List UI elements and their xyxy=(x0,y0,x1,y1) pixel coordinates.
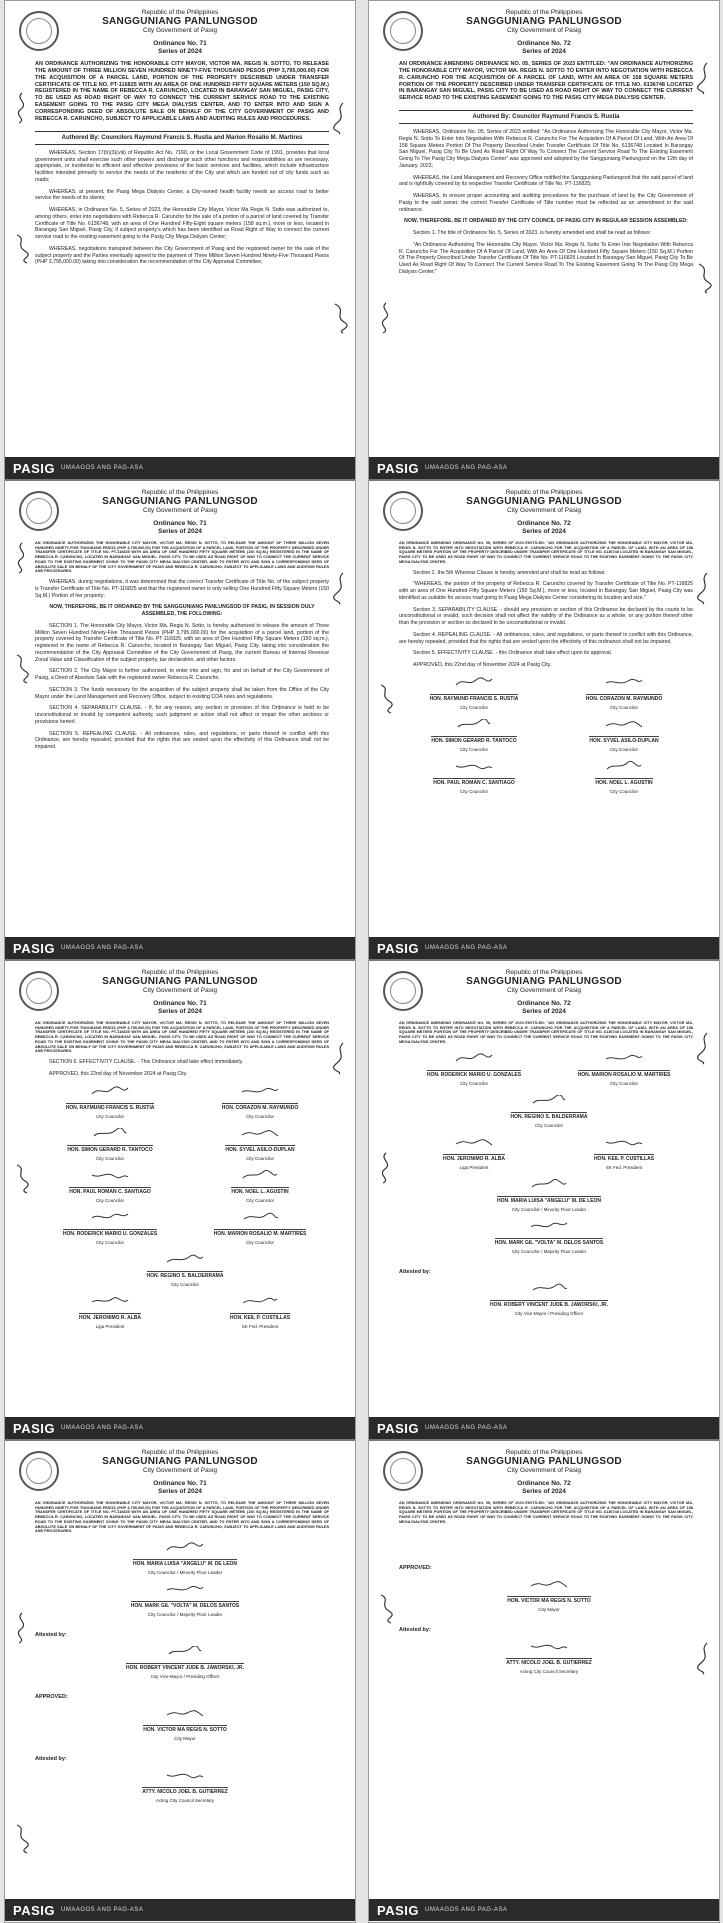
handwritten-signature-icon xyxy=(549,1053,699,1063)
margin-signature-icon xyxy=(695,1031,713,1065)
signatory-position: SK Fed. President xyxy=(241,1323,279,1329)
signatory-position: City Vice-Mayor / Presiding Officer xyxy=(514,1310,584,1316)
signature-block xyxy=(35,1646,335,1679)
handwritten-signature-icon xyxy=(399,1179,699,1189)
pasig-logo: PASIG xyxy=(377,460,419,476)
signatory-position: City Vice-Mayor / Presiding Officer xyxy=(150,1674,220,1680)
councilor-signatures xyxy=(35,1542,335,1626)
margin-signature-icon xyxy=(13,231,31,265)
handwritten-signature-icon xyxy=(35,1170,185,1180)
signature-block xyxy=(185,1296,335,1329)
attestation-signature xyxy=(399,1283,699,1325)
margin-signature-icon xyxy=(377,1151,395,1185)
signature-block xyxy=(35,1128,185,1161)
section-6: SECTION 6. EFFECTIVITY CLAUSE. - This Ordinance shall take effect immediately. xyxy=(49,1059,244,1066)
approved-label: APPROVED: xyxy=(35,1694,68,1701)
attestation-signature xyxy=(35,1646,335,1688)
pasig-logo: PASIG xyxy=(13,940,55,956)
city-seal-icon xyxy=(383,1451,423,1491)
handwritten-signature-icon xyxy=(549,719,699,729)
signatory-position: City Mayor xyxy=(174,1736,196,1742)
ordinance-72-page-1 xyxy=(369,1,719,481)
republic-line: Republic of the Philippines xyxy=(505,9,583,16)
signature-block xyxy=(35,1584,335,1617)
signature-block xyxy=(549,677,699,710)
margin-signature-icon xyxy=(695,571,713,605)
city-government-line: City Government of Pasig xyxy=(506,27,582,35)
whereas-clause: WHEREAS, Ordinance No. 05, Series of 2023 entitled: "An Ordinance Authorizing The Honorable City Mayor, Victor Ma. Regis N. Sotto To Enter Into Negotiation With Rebecca R. Caruncho For The Acquisition Of A Parcel Of Land, With An Area Of 158 Square Meters Portion Of The Property Described Under Transfer Certificate Of Title No. 6136748 Located In Barangay San Miguel, Pasig City To Be Used As Road Right Of Way To Connect The Current Service Road To The Existing Easement Going To The Pasig City Mega Dialysis Center" was approved and adopted by the Sangguniang Panlungsod on the 12th day of January, 2023; xyxy=(399,129,693,169)
council-name: SANGGUNIANG PANLUNGSOD xyxy=(466,976,622,988)
handwritten-signature-icon xyxy=(399,1053,549,1063)
signatory-name: HON. SIMON GERARD R. TANTOCO xyxy=(67,1146,153,1153)
signature-block xyxy=(35,1212,185,1245)
council-name: SANGGUNIANG PANLUNGSOD xyxy=(466,496,622,508)
handwritten-signature-icon xyxy=(35,1254,335,1264)
signatory-name: HON. ROBERT VINCENT JUDE B. JAWORSKI, JR. xyxy=(489,1301,609,1308)
ordinance-number xyxy=(369,40,719,56)
signature-block xyxy=(35,1708,335,1741)
section-5: SECTION 5. REPEALING CLAUSE. - All ordinances, rules, and regulations, or parts thereof in conflict with this Ordinance, are hereby repealed, provided that the rights that are vested upon the effectivity of this Ordinance shall not be impaired. xyxy=(35,730,329,751)
signatory-name: HON. CORAZON M. RAYMUNDO xyxy=(221,1104,299,1111)
signatory-name: HON. RAYMUND FRANCIS S. RUSTIA xyxy=(65,1104,155,1111)
approved-date: APPROVED, this 22nd day of November 2024 at Pasig City. xyxy=(413,662,552,669)
signature-block xyxy=(35,1770,335,1803)
handwritten-signature-icon xyxy=(399,1579,699,1589)
signatory-name: HON. MARK GIL "VOLTA" M. DELOS SANTOS xyxy=(494,1239,604,1246)
signature-block xyxy=(399,1641,699,1674)
ordinance-number xyxy=(369,1000,719,1016)
signature-block xyxy=(399,1179,699,1212)
signatory-name: HON. VICTOR MA REGIS N. SOTTO xyxy=(143,1727,227,1734)
council-name: SANGGUNIANG PANLUNGSOD xyxy=(102,496,258,508)
ordinance-number-text: Ordinance No. 72 xyxy=(517,40,571,48)
councilor-signatures xyxy=(35,1086,335,1338)
whereas-clauses xyxy=(399,129,693,276)
signatory-name: HON. RAYMUND FRANCIS S. RUSTIA xyxy=(429,695,519,702)
series-text: Series of 2024 xyxy=(158,528,202,536)
series-text: Series of 2024 xyxy=(158,48,202,56)
approved-label: APPROVED: xyxy=(399,1564,432,1571)
margin-signature-icon xyxy=(331,571,349,605)
signature-block xyxy=(35,1296,185,1329)
city-government-line: City Government of Pasig xyxy=(506,507,582,515)
ordinance-number xyxy=(5,1480,355,1496)
ordinance-72-page-2 xyxy=(369,481,719,961)
whereas-clause: WHEREAS, in Ordinance No. 5, Series of 2023, the Honorable City Mayor, Victor Ma Regis N. Sotto was authorized to, among others, enter into negotiations with Rebecca R. Caruncho for the sale of a portion of a parcel of land covered by Transfer Certificate of Title No. 6136748, with an area of One Hundred Fifty-Eight square meters (158 sq.m.), more or less, located in Barangay San Miguel, Pasig City, if subject property's which has been identified as Road Right of Way to connect the current service road to the existing easement going to the Pasig City Mega Dialysis Center; xyxy=(35,207,329,240)
amended-title: "An Ordinance Authorizing The Honorable City Mayor, Victor Ma. Regis N. Sotto To Enter Into Negotiation With Rebecca R. Caruncho For The Acquisition Of A Parcel Of Land, With An Area Of One Hundred Fifty Square Meters (150 Sq.M.) Portion Of The Property Described Under Transfer Certificate Of Title No. PT-116825 Located In Barangay San Miguel, Pasig City To Be Used As Road Right Of Way To Connect The Current Service Road To The Existing Easement Going To The Pasig City Mega Dialysis Center." xyxy=(399,241,693,275)
council-name: SANGGUNIANG PANLUNGSOD xyxy=(466,1456,622,1468)
authored-by: Authored By: Councilors Raymund Francis S. Rustia and Marion Rosalio M. Martires xyxy=(35,131,329,145)
ordaining-clause: NOW, THEREFORE, BE IT ORDAINED BY THE CITY COUNCIL OF PASIG CITY IN REGULAR SESSION ASSEMBLED: xyxy=(404,218,688,225)
mayor-signature xyxy=(399,1579,699,1621)
handwritten-signature-icon xyxy=(399,1095,699,1105)
margin-signature-icon xyxy=(13,651,31,685)
ordinance-71-column xyxy=(4,0,356,1923)
handwritten-signature-icon xyxy=(185,1296,335,1306)
signature-block xyxy=(399,1095,699,1128)
signatory-position: Liga President xyxy=(459,1164,489,1170)
margin-signature-icon xyxy=(377,301,395,335)
signatory-name: HON. NOEL L. AGUSTIN xyxy=(231,1188,289,1195)
signatory-position: City Councilor / Majority Floor Leader xyxy=(147,1612,223,1618)
ordinance-title-repeat: AN ORDINANCE AUTHORIZING THE HONORABLE CITY MAYOR, VICTOR MA. REGIS N. SOTTO, TO RELEASE THE AMOUNT OF THREE MILLION SEVEN HUNDRED NINETY-FIVE THOUSAND PESOS (PHP 3,795,000.00) FOR THE ACQUISITION OF A PARCEL LAND, PORTION OF THE PROPERTY DESCRIBED UNDER TRANSFER CERTIFICATE OF TITLE NO. PT-116825 WITH AN AREA OF ONE HUNDRED FIFTY SQUARE METERS (150 SQ.M.) REGISTERED IN THE NAME OF REBECCA R. CARUNCHO, LOCATED IN BARANGAY SAN MIGUEL, PASIG CITY, TO BE USED AS ROAD RIGHT OF WAY TO CONNECT THE CURRENT SERVICE ROAD TO THE EXISTING EASEMENT GOING TO THE PASIG CITY MEGA DIALYSIS CENTER, AND TO ENTER INTO AND SIGN A CORRESPONDING DEED OF ABSOLUTE SALE ON BEHALF OF THE CITY GOVERNMENT OF PASIG AND REBECCA R. CARUNCHO, SUBJECT TO APPLICABLE LAWS AND AUDITING RULES AND PROCEDURES. xyxy=(35,1020,329,1054)
footer-tagline: UMAAGOS ANG PAG-ASA xyxy=(425,1425,508,1431)
handwritten-signature-icon xyxy=(35,1128,185,1138)
ordinance-title-repeat: AN ORDINANCE AMENDING ORDINANCE NO. 05, SERIES OF 2023 ENTITLED: "AN ORDINANCE AUTHORIZING THE HONORABLE CITY MAYOR, VICTOR MA. REGIS N. SOTTO TO ENTER INTO NEGOTIATION WITH REBECCA R. CARUNCHO FOR THE ACQUISITION OF A PARCEL OF LAND, WITH AN AREA OF 158 SQUARE METERS PORTION OF THE PROPERTY DESCRIBED UNDER TRANSFER CERTIFICATE OF TITLE NO. 6136748 LOCATED IN BARANGAY SAN MIGUEL, PASIG CITY TO BE USED AS ROAD RIGHT OF WAY TO CONNECT THE CURRENT SERVICE ROAD TO THE EXISTING EASEMENT GOING TO THE PASIG CITY MEGA DIALYSIS CENTER. xyxy=(399,1500,693,1524)
section-2: Section 2. the 5th Whereas Clause is hereby amended and shall be read as follows: xyxy=(413,569,606,576)
ordinance-71-page-2 xyxy=(5,481,355,961)
signatory-name: HON. MARION ROSALIO M. MARTIRES xyxy=(577,1071,671,1078)
ordinance-number-text: Ordinance No. 71 xyxy=(153,1480,207,1488)
signatory-position: City Councilor xyxy=(170,1281,199,1287)
page-footer xyxy=(369,1417,719,1439)
signatory-name: HON. MARION ROSALIO M. MARTIRES xyxy=(213,1230,307,1237)
signatory-name: HON. SYVEL ASILO-DUPLAN xyxy=(225,1146,295,1153)
pasig-logo: PASIG xyxy=(377,1420,419,1436)
signatory-position: City Mayor xyxy=(538,1606,560,1612)
attested-by-label: Attested by: xyxy=(399,1268,431,1275)
signatory-position: City Councilor xyxy=(459,704,488,710)
margin-signature-icon xyxy=(13,1161,31,1195)
section-1: SECTION 1. The Honorable City Mayor, Victor Ma. Regis N. Sotto, is hereby authorized to release the amount of Three Million Seven Hundred Ninety-Five Thousand Pesos (PHP 3,795,000.00) for the acquisition of a parcel land, portion of the property covered by Transfer Certificate of Title No. PT-116825, with an area of One Hundred Fifty Square Meters (150 sq.m.), registered in the name of Rebecca R. Caruncho, located in Barangay San Miguel, Pasig City, taking into consideration the recommendation of the City Appraisal Committee of the City Government of Pasig, the current Bureau of Internal Revenue Zonal Value and Classification of the subject property, tax declaration, and other factors. xyxy=(35,622,329,663)
signatory-name: HON. SIMON GERARD R. TANTOCO xyxy=(431,737,517,744)
ordinance-number xyxy=(5,1000,355,1016)
signatory-position: City Councilor / Minority Floor Leader xyxy=(511,1206,587,1212)
footer-tagline: UMAAGOS ANG PAG-ASA xyxy=(61,1907,144,1913)
ordaining-clause: NOW, THEREFORE, BE IT ORDAINED BY THE SANGGUNIANG PANLUNGSOD OF PASIG, IN SESSION DULY ASSEMBLED, THE FOLLOWING: xyxy=(49,604,315,618)
council-name: SANGGUNIANG PANLUNGSOD xyxy=(102,16,258,28)
signatory-position: City Councilor / Majority Floor Leader xyxy=(511,1248,587,1254)
margin-signature-icon xyxy=(695,61,713,95)
republic-line: Republic of the Philippines xyxy=(505,969,583,976)
signatory-position: City Councilor xyxy=(459,788,488,794)
signature-block xyxy=(549,761,699,794)
series-text: Series of 2024 xyxy=(522,528,566,536)
margin-signature-icon xyxy=(331,101,349,135)
handwritten-signature-icon xyxy=(35,1646,335,1656)
signatory-name: HON. MARIA LUISA "ANGELU" M. DE LEON xyxy=(132,1561,238,1568)
signature-block xyxy=(399,1053,549,1086)
section-5: Section 5. EFFECTIVITY CLAUSE. - this Ordinance shall take effect upon its approval. xyxy=(413,650,613,657)
ordinance-number-text: Ordinance No. 72 xyxy=(517,1000,571,1008)
signatory-position: City Councilor xyxy=(245,1113,274,1119)
ordinance-72-page-4 xyxy=(369,1441,719,1921)
series-text: Series of 2024 xyxy=(522,48,566,56)
margin-signature-icon xyxy=(331,1041,349,1075)
signatory-name: HON. VICTOR MA REGIS N. SOTTO xyxy=(507,1597,591,1604)
signatory-name: HON. KEIL P. CUSTILLAS xyxy=(229,1314,291,1321)
whereas-clause: WHEREAS, the Land Management and Recovery Office notified the Sangguniang Panlungsod that the said parcel of land and is rightfully covered by its respective Transfer Certificate of Title No. PT-116825; xyxy=(399,174,693,188)
whereas-clause: WHEREAS, negotiations transpired between the City Government of Pasig and the registered owner for the sale of the subject property and the Parties eventually agreed to the payment of Three Million Seven Hundred Ninety-Five Thousand Pesos (PHP 3,795,000.00) taking into consideration the recommendation of the City Appraisal Committee; xyxy=(35,245,329,266)
signature-block xyxy=(399,1283,699,1316)
page-footer xyxy=(5,1417,355,1439)
handwritten-signature-icon xyxy=(549,761,699,771)
handwritten-signature-icon xyxy=(549,677,699,687)
pasig-logo: PASIG xyxy=(377,1902,419,1918)
council-name: SANGGUNIANG PANLUNGSOD xyxy=(102,976,258,988)
footer-tagline: UMAAGOS ANG PAG-ASA xyxy=(61,1425,144,1431)
ordinance-number xyxy=(5,40,355,56)
handwritten-signature-icon xyxy=(399,719,549,729)
signature-block xyxy=(399,761,549,794)
signatory-name: HON. PAUL ROMAN C. SANTIAGO xyxy=(433,779,515,786)
signatory-name: HON. PAUL ROMAN C. SANTIAGO xyxy=(69,1188,151,1195)
signatory-name: HON. NOEL L. AGUSTIN xyxy=(595,779,653,786)
city-government-line: City Government of Pasig xyxy=(142,1467,218,1475)
ordinance-number-text: Ordinance No. 72 xyxy=(517,520,571,528)
handwritten-signature-icon xyxy=(185,1212,335,1222)
city-government-line: City Government of Pasig xyxy=(142,507,218,515)
signatory-name: HON. ROBERT VINCENT JUDE B. JAWORSKI, JR. xyxy=(125,1665,245,1672)
mayor-signature xyxy=(35,1708,335,1750)
signatory-position: Acting City Council Secretary xyxy=(519,1668,579,1674)
page-footer xyxy=(5,457,355,479)
pasig-logo: PASIG xyxy=(13,1420,55,1436)
city-seal-icon xyxy=(383,971,423,1011)
signatory-position: City Councilor xyxy=(609,788,638,794)
footer-tagline: UMAAGOS ANG PAG-ASA xyxy=(61,945,144,951)
handwritten-signature-icon xyxy=(185,1170,335,1180)
republic-line: Republic of the Philippines xyxy=(505,1449,583,1456)
signatory-position: City Councilor xyxy=(95,1155,124,1161)
signatory-name: HON. JERONIMO R. ALBA xyxy=(442,1155,506,1162)
pasig-logo: PASIG xyxy=(13,460,55,476)
pasig-logo: PASIG xyxy=(377,940,419,956)
whereas-clause: WHEREAS, during negotiations, it was determined that the correct Transfer Certificate of Title No. of the subject property is Transfer Certificate of Title No. PT-116825 and that the registered owner is only selling One Hundred Fifty Square Meters (150 Sq.M.) Portion of her property; xyxy=(35,579,330,599)
series-text: Series of 2024 xyxy=(522,1008,566,1016)
attested-by-label: Attested by: xyxy=(399,1626,431,1633)
margin-signature-icon xyxy=(13,1821,31,1855)
signatory-position: Acting City Council Secretary xyxy=(155,1798,215,1804)
signatory-name: HON. REGINO S. BALDERRAMA xyxy=(510,1113,588,1120)
city-seal-icon xyxy=(19,11,59,51)
handwritten-signature-icon xyxy=(185,1086,335,1096)
city-government-line: City Government of Pasig xyxy=(506,987,582,995)
signatory-position: City Councilor xyxy=(245,1239,274,1245)
signature-block xyxy=(185,1086,335,1119)
handwritten-signature-icon xyxy=(399,1137,549,1147)
margin-signature-icon xyxy=(13,91,31,125)
section-3: SECTION 3. The funds necessary for the acquisition of the subject property shall be taken from the Office of the City Mayor under the Land Management and Recovery Office, subject to existing COA rules and regulations. xyxy=(35,686,329,700)
city-seal-icon xyxy=(19,1451,59,1491)
signature-block xyxy=(399,1221,699,1254)
ordinance-71-page-1 xyxy=(5,1,355,481)
ordinance-sections xyxy=(35,579,329,751)
ordinance-71-page-3 xyxy=(5,961,355,1441)
signatory-position: City Councilor xyxy=(609,746,638,752)
signature-block xyxy=(35,1086,185,1119)
section-4: Section 4. REPEALING CLAUSE. - All ordinances, rules, and regulations, or parts thereof in conflict with this Ordinance, are hereby repealed, provided that the rights that are vested upon the effectivity of this ordinance shall not be impaired. xyxy=(399,631,693,645)
margin-signature-icon xyxy=(695,261,713,295)
signature-block xyxy=(399,1137,549,1170)
signature-block xyxy=(35,1170,185,1203)
republic-line: Republic of the Philippines xyxy=(141,1449,219,1456)
handwritten-signature-icon xyxy=(399,761,549,771)
effectivity-section xyxy=(35,1059,329,1078)
page-footer xyxy=(5,937,355,959)
authored-by: Authored By: Councilor Raymund Francis S. Rustia xyxy=(399,110,693,124)
attested-by-label: Attested by: xyxy=(35,1756,67,1763)
ordinance-71-page-4 xyxy=(5,1441,355,1921)
ordinance-title-repeat: AN ORDINANCE AUTHORIZING THE HONORABLE CITY MAYOR, VICTOR MA. REGIS N. SOTTO, TO RELEASE THE AMOUNT OF THREE MILLION SEVEN HUNDRED NINETY-FIVE THOUSAND PESOS (PHP 3,795,000.00) FOR THE ACQUISITION OF A PARCEL LAND, PORTION OF THE PROPERTY DESCRIBED UNDER TRANSFER CERTIFICATE OF TITLE NO. PT-116825 WITH AN AREA OF ONE HUNDRED FIFTY SQUARE METERS (150 SQ.M.) REGISTERED IN THE NAME OF REBECCA R. CARUNCHO, LOCATED IN BARANGAY SAN MIGUEL, PASIG CITY, TO BE USED AS ROAD RIGHT OF WAY TO CONNECT THE CURRENT SERVICE ROAD TO THE EXISTING EASEMENT GOING TO THE PASIG CITY MEGA DIALYSIS CENTER, AND TO ENTER INTO AND SIGN A CORRESPONDING DEED OF ABSOLUTE SALE ON BEHALF OF THE CITY GOVERNMENT OF PASIG AND REBECCA R. CARUNCHO, SUBJECT TO APPLICABLE LAWS AND AUDITING RULES AND PROCEDURES. xyxy=(35,1500,329,1534)
ordinance-number-text: Ordinance No. 71 xyxy=(153,520,207,528)
attested-by-label: Attested by: xyxy=(35,1632,67,1639)
footer-tagline: UMAAGOS ANG PAG-ASA xyxy=(425,465,508,471)
handwritten-signature-icon xyxy=(35,1086,185,1096)
series-text: Series of 2024 xyxy=(158,1008,202,1016)
signatory-position: City Councilor xyxy=(245,1155,274,1161)
city-seal-icon xyxy=(19,971,59,1011)
signatory-name: HON. RODERICK MARIO U. GONZALES xyxy=(426,1071,522,1078)
handwritten-signature-icon xyxy=(399,1641,699,1651)
ordinance-number xyxy=(369,1480,719,1496)
whereas-clauses xyxy=(35,150,329,266)
handwritten-signature-icon xyxy=(399,1221,699,1231)
signature-block xyxy=(399,677,549,710)
ordinance-number-text: Ordinance No. 71 xyxy=(153,40,207,48)
ordinance-title-repeat: AN ORDINANCE AUTHORIZING THE HONORABLE CITY MAYOR, VICTOR MA. REGIS N. SOTTO, TO RELEASE THE AMOUNT OF THREE MILLION SEVEN HUNDRED NINETY-FIVE THOUSAND PESOS (PHP 3,795,000.00) FOR THE ACQUISITION OF A PARCEL LAND, PORTION OF THE PROPERTY DESCRIBED UNDER TRANSFER CERTIFICATE OF TITLE NO. PT-116825 WITH AN AREA OF ONE HUNDRED FIFTY SQUARE METERS (150 SQ.M.) REGISTERED IN THE NAME OF REBECCA R. CARUNCHO, LOCATED IN BARANGAY SAN MIGUEL, PASIG CITY, TO BE USED AS ROAD RIGHT OF WAY TO CONNECT THE CURRENT SERVICE ROAD TO THE EXISTING EASEMENT GOING TO THE PASIG CITY MEGA DIALYSIS CENTER, AND TO ENTER INTO AND SIGN A CORRESPONDING DEED OF ABSOLUTE SALE ON BEHALF OF THE CITY GOVERNMENT OF PASIG AND REBECCA R. CARUNCHO, SUBJECT TO APPLICABLE LAWS AND AUDITING RULES AND PROCEDURES. xyxy=(35,540,329,574)
signature-block xyxy=(185,1212,335,1245)
signatory-name: HON. REGINO S. BALDERRAMA xyxy=(146,1272,224,1279)
ordinance-72-page-3 xyxy=(369,961,719,1441)
page-footer xyxy=(5,1899,355,1921)
page-footer xyxy=(369,1899,719,1921)
ordinance-title: AN ORDINANCE AUTHORIZING THE HONORABLE CITY MAYOR, VICTOR MA. REGIS N. SOTTO, TO RELEASE THE AMOUNT OF THREE MILLION SEVEN HUNDRED NINETY-FIVE THOUSAND PESOS (PHP 3,795,000.00) FOR THE ACQUISITION OF A PARCEL LAND, PORTION OF THE PROPERTY DESCRIBED UNDER TRANSFER CERTIFICATE OF TITLE NO. PT-116825 WITH AN AREA OF ONE HUNDRED FIFTY SQUARE METERS (150 SQ.M.) REGISTERED IN THE NAME OF REBECCA R. CARUNCHO, LOCATED IN BARANGAY SAN MIGUEL, PASIG CITY, TO BE USED AS ROAD RIGHT OF WAY TO CONNECT THE CURRENT SERVICE ROAD TO THE EXISTING EASEMENT GOING TO THE PASIG CITY MEGA DIALYSIS CENTER, AND TO ENTER INTO AND SIGN A CORRESPONDING DEED OF ABSOLUTE SALE ON BEHALF OF THE CITY GOVERNMENT OF PASIG AND REBECCA R. CARUNCHO, SUBJECT TO APPLICABLE LAWS AND AUDITING RULES AND PROCEDURES. xyxy=(35,60,329,122)
ordinance-number xyxy=(5,520,355,536)
handwritten-signature-icon xyxy=(35,1584,335,1594)
republic-line: Republic of the Philippines xyxy=(141,489,219,496)
signatory-position: City Councilor xyxy=(95,1239,124,1245)
signature-block xyxy=(399,1579,699,1612)
city-government-line: City Government of Pasig xyxy=(142,987,218,995)
section-2: SECTION 2. The City Mayor is further authorized, to enter into and sign, for and on behalf of the City Government of Pasig, a Deed of Absolute Sale with the registered owner Rebecca R. Caruncho. xyxy=(35,668,329,682)
handwritten-signature-icon xyxy=(35,1296,185,1306)
city-seal-icon xyxy=(383,11,423,51)
footer-tagline: UMAAGOS ANG PAG-ASA xyxy=(425,1907,508,1913)
signatory-position: City Councilor xyxy=(459,1080,488,1086)
councilor-signatures xyxy=(399,1053,699,1263)
signature-block xyxy=(185,1170,335,1203)
ordinance-title: AN ORDINANCE AMENDING ORDINANCE NO. 05, SERIES OF 2023 ENTITLED: "AN ORDINANCE AUTHORIZING THE HONORABLE CITY MAYOR, VICTOR MA. REGIS N. SOTTO TO ENTER INTO NEGOTIATION WITH REBECCA R. CARUNCHO FOR THE ACQUISITION OF A PARCEL OF LAND, WITH AN AREA OF 158 SQUARE METERS PORTION OF THE PROPERTY DESCRIBED UNDER TRANSFER CERTIFICATE OF TITLE NO. 6136748 LOCATED IN BARANGAY SAN MIGUEL, PASIG CITY TO BE USED AS ROAD RIGHT OF WAY TO CONNECT THE CURRENT SERVICE ROAD TO THE EXISTING EASEMENT GOING TO THE PASIG CITY MEGA DIALYSIS CENTER. xyxy=(399,60,693,102)
handwritten-signature-icon xyxy=(35,1770,335,1780)
handwritten-signature-icon xyxy=(185,1128,335,1138)
signatory-name: ATTY. NICOLO JOEL B. GUTIERREZ xyxy=(506,1659,592,1666)
whereas-clause: WHEREAS, to ensure proper accounting and auditing procedures for the purchase of land by the City Government of Pasig to the said owner, the correct Transfer Certificate of Title number must be reflected as an amendment in the said ordinance. xyxy=(399,193,693,213)
series-text: Series of 2024 xyxy=(522,1488,566,1496)
margin-signature-icon xyxy=(13,541,31,575)
signatory-name: HON. MARIA LUISA "ANGELU" M. DE LEON xyxy=(496,1197,602,1204)
signatory-position: City Councilor xyxy=(609,1080,638,1086)
whereas-clause: WHEREAS, at present, the Pasig Mega Dialysis Center, a City-owned health facility needs an access road to better service the needs of its clients; xyxy=(35,188,329,202)
council-name: SANGGUNIANG PANLUNGSOD xyxy=(466,16,622,28)
handwritten-signature-icon xyxy=(549,1137,699,1147)
margin-signature-icon xyxy=(331,301,349,335)
signatory-position: City Councilor xyxy=(245,1197,274,1203)
signatory-position: City Councilor / Minority Floor Leader xyxy=(147,1570,223,1576)
signatory-name: ATTY. NICOLO JOEL B. GUTIERREZ xyxy=(142,1789,228,1796)
page-footer xyxy=(369,457,719,479)
margin-signature-icon xyxy=(377,1591,395,1625)
signature-block xyxy=(35,1542,335,1575)
section-3: Section 3. SEPARABILITY CLAUSE. - should any provision or section of this Ordinance be declared by the courts to be unconstitutional or invalid, such decision shall not affect the validity of the Ordinance as a whole, or any portion thereof other than the provision or section so declared to be unconstitutional or invalid. xyxy=(399,606,693,627)
secretary-signature xyxy=(399,1641,699,1683)
whereas-clause: WHEREAS, Section 17(b)(3)(viii) of Republic Act No. 7160, or the Local Government Code of 1991, provides that local government units shall exercise such other powers and discharge such other functions and responsibilities as are necessary, appropriate, or incidental to efficient and effective provisions of the basic services and facilities, which include infrastructure facilities intended primarily to service the needs of the residents of the City and which are funded out of city funds such as roads; xyxy=(35,149,329,183)
city-seal-icon xyxy=(383,491,423,531)
signature-block xyxy=(399,719,549,752)
signatory-position: Liga President xyxy=(95,1323,125,1329)
secretary-signature xyxy=(35,1770,335,1812)
section-1: Section 1. The title of Ordinance No. 5, Series of 2023, is hereby amended and shall be read as follows: xyxy=(413,230,652,237)
signature-block xyxy=(185,1128,335,1161)
signatory-position: City Councilor xyxy=(459,746,488,752)
signature-block xyxy=(549,1137,699,1170)
ordinance-title-repeat: AN ORDINANCE AMENDING ORDINANCE NO. 05, SERIES OF 2023 ENTITLED: "AN ORDINANCE AUTHORIZING THE HONORABLE CITY MAYOR, VICTOR MA. REGIS N. SOTTO TO ENTER INTO NEGOTIATION WITH REBECCA R. CARUNCHO FOR THE ACQUISITION OF A PARCEL OF LAND, WITH AN AREA OF 158 SQUARE METERS PORTION OF THE PROPERTY DESCRIBED UNDER TRANSFER CERTIFICATE OF TITLE NO. 6136748 LOCATED IN BARANGAY SAN MIGUEL, PASIG CITY TO BE USED AS ROAD RIGHT OF WAY TO CONNECT THE CURRENT SERVICE ROAD TO THE EXISTING EASEMENT GOING TO THE PASIG CITY MEGA DIALYSIS CENTER. xyxy=(399,1020,693,1044)
signatory-name: HON. MARK GIL "VOLTA" M. DELOS SANTOS xyxy=(130,1603,240,1610)
signatory-name: HON. SYVEL ASILO-DUPLAN xyxy=(589,737,659,744)
signatory-position: City Councilor xyxy=(95,1197,124,1203)
city-government-line: City Government of Pasig xyxy=(142,27,218,35)
handwritten-signature-icon xyxy=(35,1708,335,1718)
republic-line: Republic of the Philippines xyxy=(141,9,219,16)
handwritten-signature-icon xyxy=(35,1542,335,1552)
republic-line: Republic of the Philippines xyxy=(505,489,583,496)
signature-block xyxy=(35,1254,335,1287)
signatory-position: SK Fed. President xyxy=(605,1164,643,1170)
series-text: Series of 2024 xyxy=(158,1488,202,1496)
councilor-signatures xyxy=(399,677,699,803)
handwritten-signature-icon xyxy=(399,677,549,687)
footer-tagline: UMAAGOS ANG PAG-ASA xyxy=(61,465,144,471)
handwritten-signature-icon xyxy=(399,1283,699,1293)
page-footer xyxy=(369,937,719,959)
approved-date: APPROVED, this 22nd day of November 2024 at Pasig City. xyxy=(49,1070,188,1077)
margin-signature-icon xyxy=(377,681,395,715)
margin-signature-icon xyxy=(695,1641,713,1675)
ordinance-number xyxy=(369,520,719,536)
ordinance-number-text: Ordinance No. 71 xyxy=(153,1000,207,1008)
council-name: SANGGUNIANG PANLUNGSOD xyxy=(102,1456,258,1468)
footer-tagline: UMAAGOS ANG PAG-ASA xyxy=(425,945,508,951)
ordinance-72-column xyxy=(368,0,720,1923)
section-4: SECTION 4. SEPARABILITY CLAUSE. - If, for any reason, any section or provision of this Ordinance is held to be unconstitutional or invalid by competent authority, such judgment or action shall not affect or impair the other sections or provisions hereof. xyxy=(35,705,329,725)
signatory-name: HON. CORAZON M. RAYMUNDO xyxy=(585,695,663,702)
city-government-line: City Government of Pasig xyxy=(506,1467,582,1475)
ordinance-sections xyxy=(399,570,693,669)
signatory-position: City Councilor xyxy=(609,704,638,710)
signatory-position: City Councilor xyxy=(95,1113,124,1119)
margin-signature-icon xyxy=(13,1611,31,1645)
pasig-logo: PASIG xyxy=(13,1902,55,1918)
ordinance-number-text: Ordinance No. 72 xyxy=(517,1480,571,1488)
republic-line: Republic of the Philippines xyxy=(141,969,219,976)
signatory-name: HON. RODERICK MARIO U. GONZALES xyxy=(62,1230,158,1237)
signature-block xyxy=(549,719,699,752)
signatory-position: City Councilor xyxy=(534,1122,563,1128)
amended-whereas: "WHEREAS, the portion of the property of Rebecca R. Caruncho covered by Transfer Certificate of Title No. PT-116825 with an area of One Hundred Fifty Square Meters (150 Sq.M.), more or less, located in Barangay San Miguel, Pasig City was identified as suitable for access road going to Pasig Mega Dialysis Center considering its location and size." xyxy=(399,581,693,601)
ordinance-title-repeat: AN ORDINANCE AMENDING ORDINANCE NO. 05, SERIES OF 2023 ENTITLED: "AN ORDINANCE AUTHORIZING THE HONORABLE CITY MAYOR, VICTOR MA. REGIS N. SOTTO TO ENTER INTO NEGOTIATION WITH REBECCA R. CARUNCHO FOR THE ACQUISITION OF A PARCEL OF LAND, WITH AN AREA OF 158 SQUARE METERS PORTION OF THE PROPERTY DESCRIBED UNDER TRANSFER CERTIFICATE OF TITLE NO. 6136748 LOCATED IN BARANGAY SAN MIGUEL, PASIG CITY TO BE USED AS ROAD RIGHT OF WAY TO CONNECT THE CURRENT SERVICE ROAD TO THE EXISTING EASEMENT GOING TO THE PASIG CITY MEGA DIALYSIS CENTER. xyxy=(399,540,693,564)
signatory-name: HON. JERONIMO R. ALBA xyxy=(78,1314,142,1321)
signatory-name: HON. KEIL P. CUSTILLAS xyxy=(593,1155,655,1162)
handwritten-signature-icon xyxy=(35,1212,185,1222)
city-seal-icon xyxy=(19,491,59,531)
signature-block xyxy=(549,1053,699,1086)
